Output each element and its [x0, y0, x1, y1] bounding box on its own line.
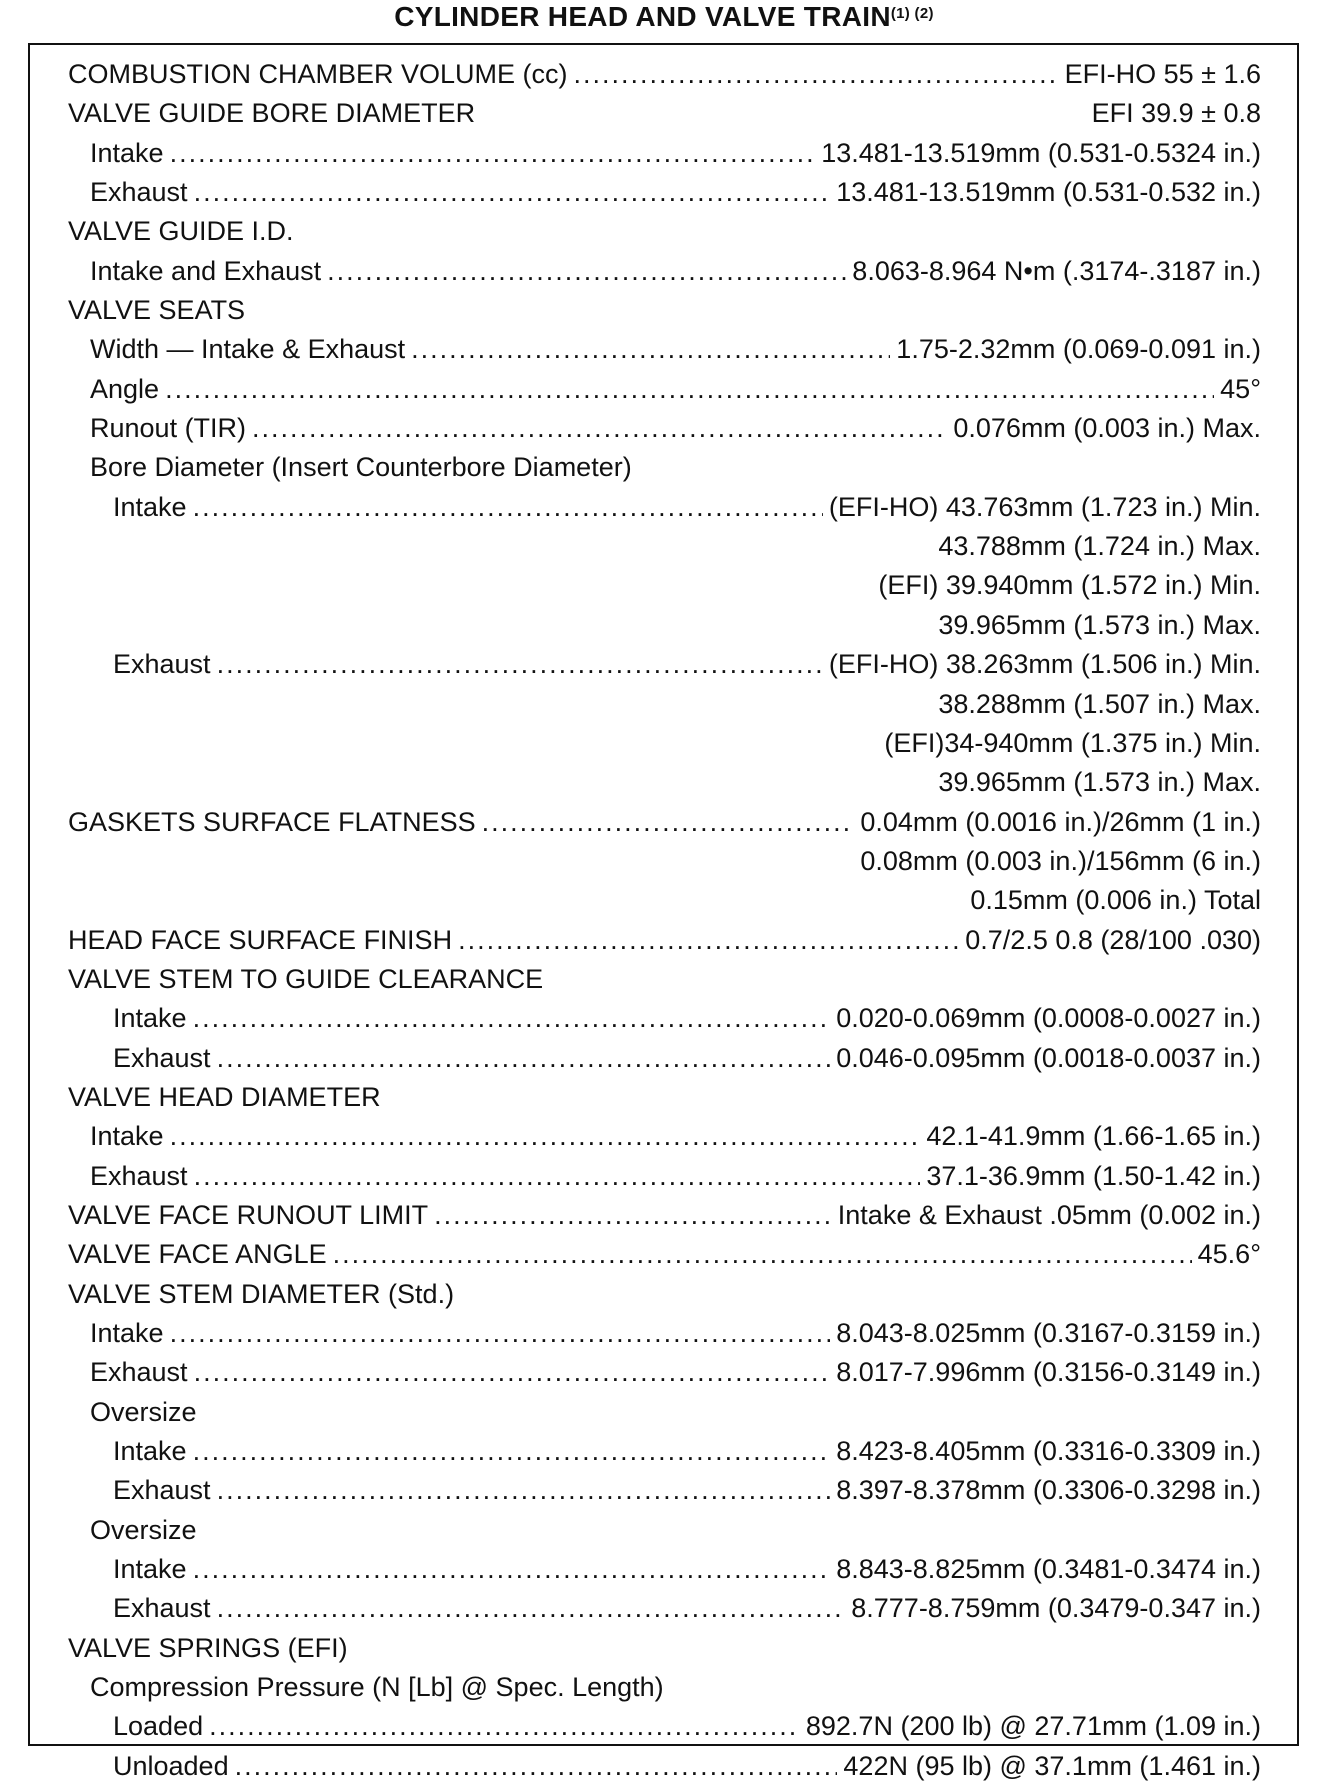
- dot-leader: [434, 1196, 832, 1235]
- spec-label: HEAD FACE SURFACE FINISH: [68, 924, 453, 955]
- spec-value: 45°: [1220, 373, 1261, 404]
- spec-row: [68, 134, 1261, 173]
- spec-value: 8.043-8.025mm (0.3167-0.3159 in.): [836, 1318, 1261, 1348]
- spec-label: VALVE SPRINGS (EFI): [68, 1632, 348, 1663]
- spec-label: Bore Diameter (Insert Counterbore Diameter): [90, 452, 632, 483]
- spec-label: Intake: [90, 1121, 164, 1152]
- spec-label: Intake: [113, 491, 187, 522]
- spec-label: Unloaded: [113, 1750, 229, 1781]
- spec-row: [68, 1235, 1261, 1274]
- spec-value: 39.965mm (1.573 in.) Max.: [938, 767, 1261, 798]
- spec-label: GASKETS SURFACE FLATNESS: [68, 806, 476, 837]
- dot-leader: [217, 1471, 831, 1510]
- spec-value: (EFI) 39.940mm (1.572 in.) Min.: [878, 570, 1261, 601]
- spec-row: [68, 1747, 1261, 1786]
- spec-row: [68, 291, 1261, 330]
- spec-row: [68, 409, 1261, 448]
- spec-row: [68, 370, 1261, 409]
- spec-row: [68, 212, 1261, 251]
- spec-row: [68, 1393, 1261, 1432]
- spec-row: [68, 1629, 1261, 1668]
- spec-value: 0.076mm (0.003 in.) Max.: [953, 413, 1261, 444]
- spec-label: Intake and Exhaust: [90, 255, 322, 286]
- spec-value: 0.15mm (0.006 in.) Total: [970, 885, 1261, 916]
- spec-row: [68, 330, 1261, 369]
- spec-row: [68, 1039, 1261, 1078]
- page-title: [0, 0, 1328, 40]
- dot-leader: [193, 488, 823, 527]
- spec-value: 0.7/2.5 0.8 (28/100 .030): [965, 924, 1261, 955]
- spec-label: Exhaust: [113, 649, 211, 680]
- spec-value: 43.788mm (1.724 in.) Max.: [938, 531, 1261, 562]
- spec-row-continuation: [68, 763, 1261, 802]
- dot-leader: [574, 55, 1059, 94]
- spec-label: VALVE GUIDE I.D.: [68, 216, 294, 247]
- spec-label: Angle: [90, 373, 160, 404]
- spec-label: Loaded: [113, 1711, 204, 1742]
- spec-row: [68, 1471, 1261, 1510]
- spec-value: 0.04mm (0.0016 in.)/26mm (1 in.): [860, 806, 1261, 837]
- spec-label: Exhaust: [90, 177, 188, 208]
- spec-value: 42.1-41.9mm (1.66-1.65 in.): [926, 1121, 1261, 1152]
- dot-leader: [458, 921, 959, 960]
- spec-row: [68, 1157, 1261, 1196]
- spec-label: Runout (TIR): [90, 413, 247, 444]
- spec-value: 8.843-8.825mm (0.3481-0.3474 in.): [836, 1554, 1261, 1585]
- spec-label: Oversize: [90, 1514, 197, 1545]
- spec-value: 37.1-36.9mm (1.50-1.42 in.): [926, 1160, 1261, 1191]
- spec-value: (EFI-HO) 38.263mm (1.506 in.) Min.: [828, 649, 1261, 680]
- title-text: CYLINDER HEAD AND VALVE TRAIN: [394, 1, 891, 32]
- spec-label: COMBUSTION CHAMBER VOLUME (cc): [68, 59, 568, 89]
- spec-row: [68, 252, 1261, 291]
- spec-row-continuation: [68, 724, 1261, 763]
- dot-leader: [194, 1353, 831, 1392]
- dot-leader: [193, 1550, 831, 1589]
- spec-label: Intake: [90, 1318, 164, 1348]
- spec-label: Exhaust: [113, 1042, 211, 1073]
- spec-row: [68, 1314, 1261, 1353]
- dot-leader: [209, 1707, 800, 1746]
- spec-value: 13.481-13.519mm (0.531-0.532 in.): [836, 177, 1261, 208]
- spec-value: 422N (95 lb) @ 37.1mm (1.461 in.): [843, 1750, 1261, 1781]
- spec-row: [68, 1078, 1261, 1117]
- dot-leader: [170, 1314, 831, 1353]
- dot-leader: [170, 1117, 921, 1156]
- spec-row: [68, 921, 1261, 960]
- spec-row: [68, 1550, 1261, 1589]
- spec-row-continuation: [68, 566, 1261, 605]
- spec-value: 45.6°: [1197, 1239, 1261, 1270]
- spec-label: VALVE SEATS: [68, 295, 246, 326]
- dot-leader: [252, 409, 947, 448]
- spec-value: 1.75-2.32mm (0.069-0.091 in.): [896, 334, 1261, 365]
- spec-value: (EFI-HO) 43.763mm (1.723 in.) Min.: [828, 491, 1261, 522]
- spec-row: [68, 803, 1261, 842]
- spec-label: Exhaust: [90, 1160, 188, 1191]
- spec-value: 0.08mm (0.003 in.)/156mm (6 in.): [860, 845, 1261, 876]
- spec-row: [68, 1432, 1261, 1471]
- spec-value: EFI 39.9 ± 0.8: [1091, 98, 1261, 129]
- spec-value: 39.965mm (1.573 in.) Max.: [938, 609, 1261, 640]
- spec-row-continuation: [68, 842, 1261, 881]
- spec-label: Exhaust: [113, 1475, 211, 1506]
- spec-row: [68, 1117, 1261, 1156]
- spec-label: VALVE STEM DIAMETER (Std.): [68, 1278, 455, 1309]
- spec-row: [68, 448, 1261, 487]
- spec-label: Intake: [113, 1003, 187, 1034]
- spec-row-continuation: [68, 527, 1261, 566]
- dot-leader: [165, 370, 1214, 409]
- spec-value: 8.063-8.964 N•m (.3174-.3187 in.): [852, 255, 1261, 286]
- dot-leader: [235, 1747, 838, 1786]
- spec-label: Intake: [113, 1436, 187, 1467]
- spec-value: EFI-HO 55 ± 1.6: [1064, 59, 1261, 89]
- dot-leader: [327, 252, 846, 291]
- title-footnote-refs: (1) (2): [890, 5, 934, 22]
- spec-value: (EFI)34-940mm (1.375 in.) Min.: [884, 727, 1261, 758]
- spec-label: VALVE FACE ANGLE: [68, 1239, 327, 1270]
- spec-label: VALVE HEAD DIAMETER: [68, 1081, 381, 1112]
- spec-row: [68, 1511, 1261, 1550]
- spec-label: Exhaust: [90, 1357, 188, 1388]
- spec-row: [68, 960, 1261, 999]
- dot-leader: [193, 1432, 831, 1471]
- spec-value: 8.397-8.378mm (0.3306-0.3298 in.): [836, 1475, 1261, 1506]
- spec-value: 8.777-8.759mm (0.3479-0.347 in.): [851, 1593, 1261, 1624]
- dot-leader: [170, 134, 816, 173]
- dot-leader: [411, 330, 890, 369]
- dot-leader: [482, 803, 855, 842]
- spec-label: VALVE GUIDE BORE DIAMETER: [68, 98, 476, 129]
- spec-row: [68, 488, 1261, 527]
- spec-value: 8.017-7.996mm (0.3156-0.3149 in.): [836, 1357, 1261, 1388]
- spec-label: Intake: [113, 1554, 187, 1585]
- spec-label: Width — Intake & Exhaust: [90, 334, 406, 365]
- spec-label: Oversize: [90, 1396, 197, 1427]
- spec-label: Exhaust: [113, 1593, 211, 1624]
- spec-row: [68, 1707, 1261, 1746]
- spec-row-continuation: [68, 881, 1261, 920]
- spec-label: Intake: [90, 137, 164, 168]
- spec-row: [68, 999, 1261, 1038]
- spec-row: [68, 1668, 1261, 1707]
- spec-row: [68, 1589, 1261, 1628]
- dot-leader: [217, 645, 823, 684]
- spec-row-continuation: [68, 685, 1261, 724]
- spec-row: [68, 645, 1261, 684]
- spec-row: [68, 1353, 1261, 1392]
- spec-value: 38.288mm (1.507 in.) Max.: [938, 688, 1261, 719]
- spec-label: VALVE STEM TO GUIDE CLEARANCE: [68, 963, 544, 994]
- spec-value: Intake & Exhaust .05mm (0.002 in.): [837, 1199, 1261, 1230]
- spec-table-box: [28, 43, 1299, 1781]
- spec-row: [68, 173, 1261, 212]
- spec-value: 0.046-0.095mm (0.0018-0.0037 in.): [836, 1042, 1261, 1073]
- spec-row: [68, 94, 1261, 133]
- dot-leader: [217, 1589, 846, 1628]
- dot-leader: [194, 1157, 921, 1196]
- spec-value: 0.020-0.069mm (0.0008-0.0027 in.): [836, 1003, 1261, 1034]
- spec-row: [68, 1275, 1261, 1314]
- spec-rows: [68, 55, 1261, 1786]
- spec-label: VALVE FACE RUNOUT LIMIT: [68, 1199, 429, 1230]
- spec-label: Compression Pressure (N [Lb] @ Spec. Length): [90, 1672, 664, 1703]
- spec-row-continuation: [68, 606, 1261, 645]
- spec-row: [68, 55, 1261, 94]
- spec-row: [68, 1196, 1261, 1235]
- spec-value: 13.481-13.519mm (0.531-0.5324 in.): [821, 137, 1261, 168]
- spec-value: 892.7N (200 lb) @ 27.71mm (1.09 in.): [805, 1711, 1261, 1742]
- dot-leader: [193, 999, 831, 1038]
- dot-leader: [333, 1235, 1192, 1274]
- dot-leader: [194, 173, 831, 212]
- dot-leader: [217, 1039, 831, 1078]
- spec-value: 8.423-8.405mm (0.3316-0.3309 in.): [836, 1436, 1261, 1467]
